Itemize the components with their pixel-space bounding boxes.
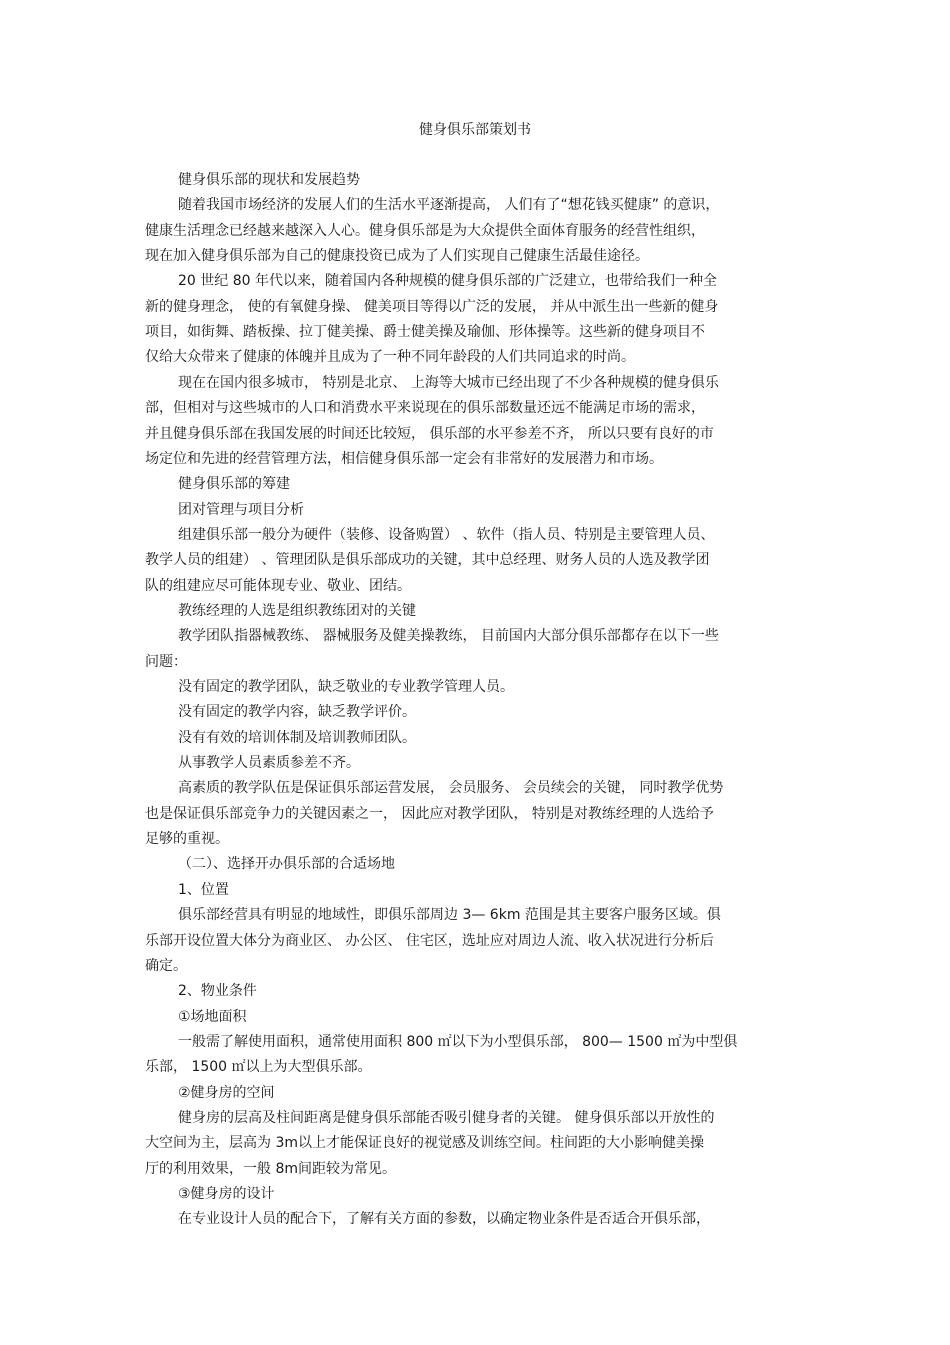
text-line: 没有固定的教学团队，缺乏敬业的专业教学管理人员。 xyxy=(178,679,514,695)
text-line: 从事教学人员素质参差不齐。 xyxy=(178,755,360,771)
text-line: 俱乐部经营具有明显的地域性，即俱乐部周边 3— 6km 范围是其主要客户服务区域。俱 xyxy=(178,907,721,923)
text-line: 问题： xyxy=(145,654,187,670)
text-line: ②健身房的空间 xyxy=(178,1085,275,1101)
text-line: 健身房的层高及柱间距离是健身俱乐部能否吸引健身者的关键。 健身俱乐部以开放性的 xyxy=(178,1110,715,1126)
text-line: 2、物业条件 xyxy=(178,983,257,999)
text-line: （二）、选择开办俱乐部的合适场地 xyxy=(178,856,395,872)
document-title: 健身俱乐部策划书 xyxy=(419,122,531,138)
text-line: 队的组建应尽可能体现专业、敬业、团结。 xyxy=(145,578,411,594)
text-line: 大空间为主，层高为 3m以上才能保证良好的视觉感及训练空间。柱间距的大小影响健美操 xyxy=(145,1135,704,1151)
text-line: 现在加入健身俱乐部为自己的健康投资已成为了人们实现自己健康生活最佳途径。 xyxy=(145,248,649,264)
text-line: 并且健身俱乐部在我国发展的时间还比较短， 俱乐部的水平参差不齐， 所以只要有良好的市 xyxy=(145,426,714,442)
text-line: 组建俱乐部一般分为硬件（装修、设备购置） 、软件（指人员、特别是主要管理人员、 xyxy=(178,527,715,543)
text-line: 确定。 xyxy=(145,958,187,974)
text-line: 厅的利用效果，一般 8m间距较为常见。 xyxy=(145,1161,396,1177)
text-line: 部，但相对与这些城市的人口和消费水平来说现在的俱乐部数量还远不能满足市场的需求， xyxy=(145,400,705,416)
text-line: 没有固定的教学内容，缺乏教学评价。 xyxy=(178,704,416,720)
text-line: 足够的重视。 xyxy=(145,831,229,847)
text-line: 高素质的教学队伍是保证俱乐部运营发展， 会员服务、 会员续会的关键， 同时教学优势 xyxy=(178,780,724,796)
text-line: 也是保证俱乐部竞争力的关键因素之一， 因此应对教学团队， 特别是对教练经理的人选给予 xyxy=(145,806,714,822)
text-line: 乐部， 1500 ㎡以上为大型俱乐部。 xyxy=(145,1059,372,1075)
text-line: 现在在国内很多城市， 特别是北京、 上海等大城市已经出现了不少各种规模的健身俱乐 xyxy=(178,375,719,391)
text-line: 健身俱乐部的现状和发展趋势 xyxy=(178,172,360,188)
text-line: 教学团队指器械教练、 器械服务及健美操教练， 目前国内大部分俱乐部都存在以下一些 xyxy=(178,628,719,644)
text-line: 新的健身理念， 使的有氧健身操、 健美项目等得以广泛的发展， 并从中派生出一些新的健身 xyxy=(145,299,719,315)
text-line: 随着我国市场经济的发展人们的生活水平逐渐提高， 人们有了“想花钱买健康” 的意识， xyxy=(178,197,720,213)
text-line: 乐部开设位置大体分为商业区、 办公区、 住宅区，选址应对周边人流、收入状况进行分析后 xyxy=(145,933,714,949)
text-line: 在专业设计人员的配合下，了解有关方面的参数，以确定物业条件是否适合开俱乐部， xyxy=(178,1211,710,1227)
text-line: 20 世纪 80 年代以来，随着国内各种规模的健身俱乐部的广泛建立，也带给我们一种全 xyxy=(178,273,717,289)
text-line: 团对管理与项目分析 xyxy=(178,502,304,518)
text-line: 教练经理的人选是组织教练团对的关键 xyxy=(178,603,416,619)
text-line: ③健身房的设计 xyxy=(178,1186,275,1202)
text-line: 一般需了解使用面积，通常使用面积 800 ㎡以下为小型俱乐部， 800— 1500 ㎡为中型俱 xyxy=(178,1034,738,1050)
text-line: ①场地面积 xyxy=(178,1009,247,1025)
text-line: 健康生活理念已经越来越深入人心。健身俱乐部是为大众提供全面体育服务的经营性组织， xyxy=(145,223,705,239)
text-line: 教学人员的组建） 、管理团队是俱乐部成功的关键，其中总经理、财务人员的人选及教学团 xyxy=(145,552,710,568)
text-line: 仅给大众带来了健康的体魄并且成为了一种不同年龄段的人们共同追求的时尚。 xyxy=(145,349,635,365)
text-line: 1、位置 xyxy=(178,882,229,898)
text-line: 场定位和先进的经营管理方法，相信健身俱乐部一定会有非常好的发展潜力和市场。 xyxy=(145,451,663,467)
text-line: 项目，如街舞、踏板操、拉丁健美操、爵士健美操及瑜伽、形体操等。这些新的健身项目不 xyxy=(145,324,705,340)
text-line: 没有有效的培训体制及培训教师团队。 xyxy=(178,730,416,746)
text-line: 健身俱乐部的筹建 xyxy=(178,476,290,492)
